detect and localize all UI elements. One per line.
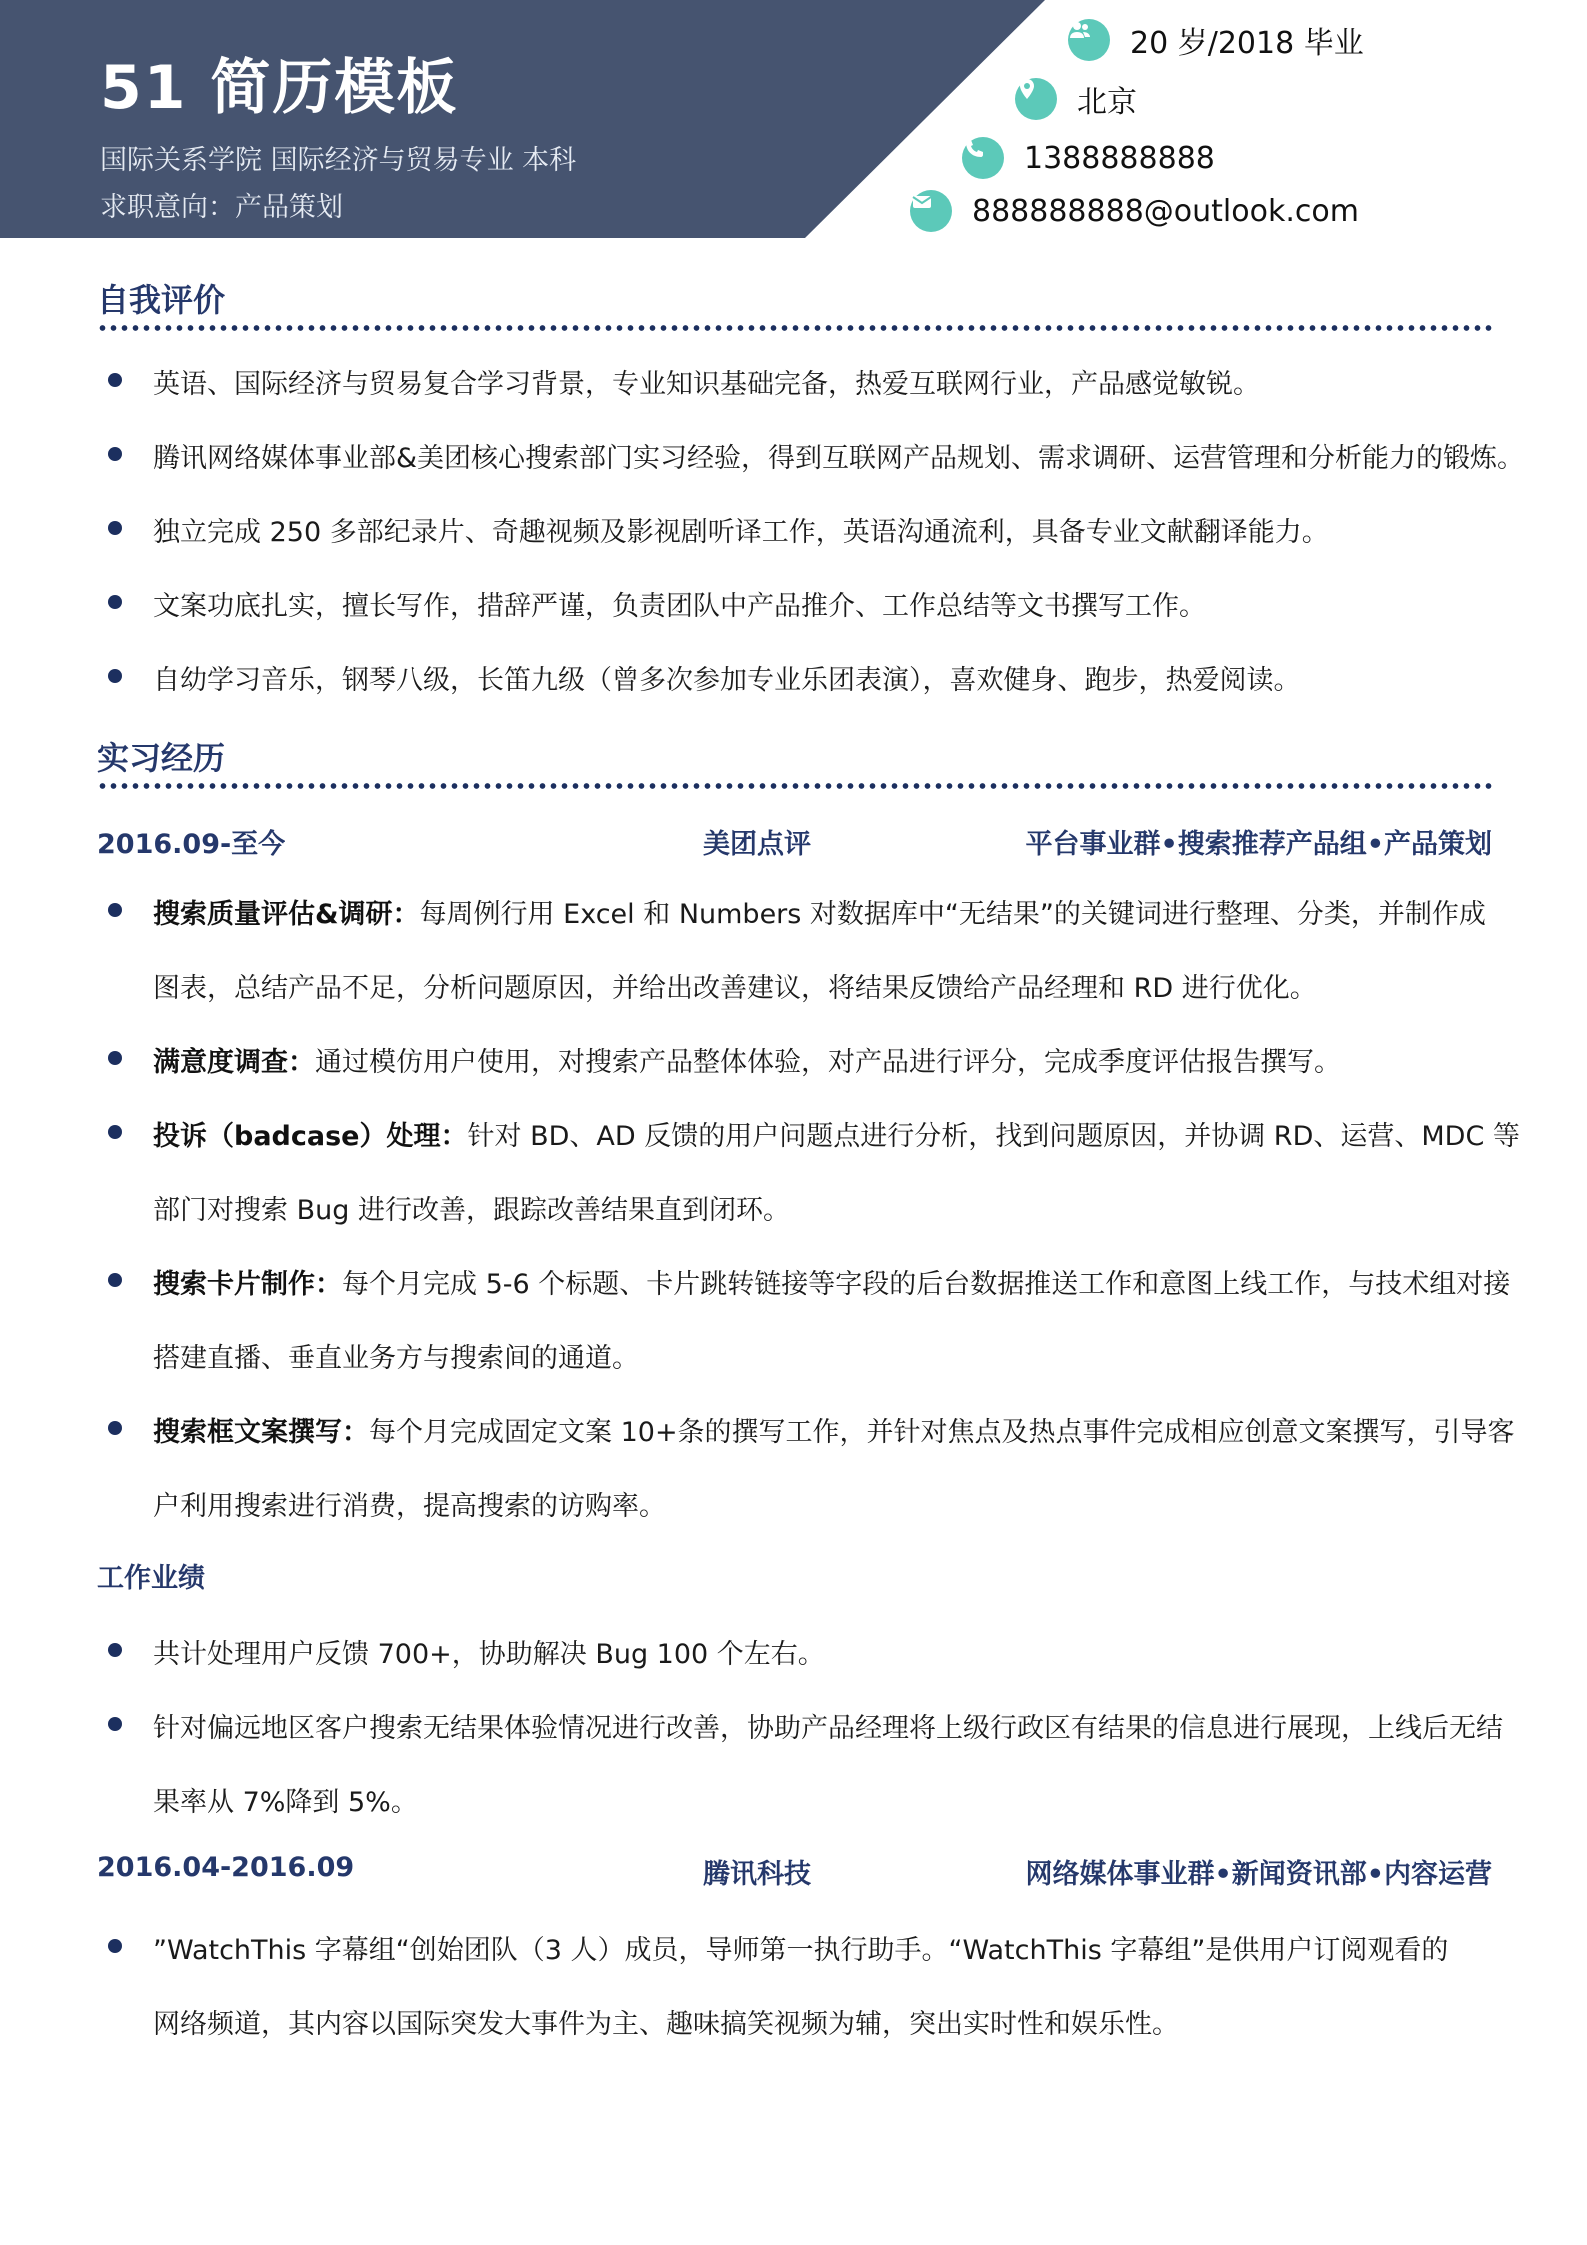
bullet-dot — [108, 373, 122, 387]
contact-age — [1068, 18, 1364, 62]
bullet-dot — [108, 595, 122, 609]
self-eval-item: 英语、国际经济与贸易复合学习背景，专业知识基础完备，热爱互联网行业，产品感觉敏锐。 — [153, 369, 1260, 400]
bullet-dot — [108, 1125, 122, 1139]
bullet-dot — [108, 1273, 122, 1287]
self-eval-item: 自幼学习音乐，钢琴八级，长笛九级（曾多次参加专业乐团表演），喜欢健身、跑步，热爱阅读。 — [153, 665, 1301, 696]
duty-label: 投诉（badcase）处理： — [153, 1121, 468, 1152]
location-pin-icon — [1015, 78, 1057, 120]
duty-text: 每个月完成固定文案 10+条的撰写工作，并针对焦点及热点事件完成相应创意文案撰写，引导客 — [369, 1417, 1515, 1448]
bullet-dot — [108, 1939, 122, 1953]
duty-text: 每个月完成 5-6 个标题、卡片跳转链接等字段的后台数据推送工作和意图上线工作，与技术组对接 — [342, 1269, 1511, 1300]
duty-text: 网络频道，其内容以国际突发大事件为主、趣味搞笑视频为辅，突出实时性和娱乐性。 — [153, 2009, 1179, 2040]
section-divider — [97, 325, 1492, 331]
job-role: 平台事业群•搜索推荐产品组•产品策划 — [1025, 829, 1492, 860]
bullet-dot — [108, 1643, 122, 1657]
bullet-dot — [108, 1717, 122, 1731]
duty-label: 搜索质量评估&调研： — [153, 899, 420, 930]
contact-location — [1015, 77, 1137, 121]
contact-age-text: 20 岁/2018 毕业 — [1130, 26, 1364, 61]
self-eval-item: 腾讯网络媒体事业部&美团核心搜索部门实习经验，得到互联网产品规划、需求调研、运营管理和分析能力的锻炼。 — [153, 443, 1525, 474]
duty-text: 户利用搜索进行消费，提高搜索的访购率。 — [153, 1491, 666, 1522]
duty-item — [153, 892, 1486, 931]
achievements-title: 工作业绩 — [97, 1563, 205, 1594]
bullet-dot — [108, 521, 122, 535]
bullet-dot — [108, 669, 122, 683]
job-date: 2016.09-至今 — [97, 829, 286, 860]
duty-text: 针对 BD、AD 反馈的用户问题点进行分析，找到问题原因，并协调 RD、运营、MDC 等 — [467, 1121, 1520, 1152]
achievement-item: 共计处理用户反馈 700+，协助解决 Bug 100 个左右。 — [153, 1639, 825, 1670]
duty-text: 通过模仿用户使用，对搜索产品整体体验，对产品进行评分，完成季度评估报告撰写。 — [315, 1047, 1341, 1078]
contact-email — [910, 190, 1359, 232]
job-company: 美团点评 — [703, 829, 811, 860]
contact-location-text: 北京 — [1077, 85, 1137, 120]
duty-label: 搜索卡片制作： — [153, 1269, 342, 1300]
education-line: 国际关系学院 国际经济与贸易专业 本科 — [100, 145, 577, 176]
bullet-dot — [108, 1421, 122, 1435]
duty-label: 搜索框文案撰写： — [153, 1417, 369, 1448]
job-role: 网络媒体事业群•新闻资讯部•内容运营 — [1025, 1859, 1492, 1890]
section-title-internship: 实习经历 — [97, 739, 226, 777]
section-title-self-eval: 自我评价 — [97, 281, 226, 319]
duty-item — [153, 1410, 1515, 1449]
self-eval-item: 文案功底扎实，擅长写作，措辞严谨，负责团队中产品推介、工作总结等文书撰写工作。 — [153, 591, 1206, 622]
duty-item — [153, 1114, 1520, 1153]
bullet-dot — [108, 903, 122, 917]
duty-text: 图表，总结产品不足，分析问题原因，并给出改善建议，将结果反馈给产品经理和 RD 进行优化。 — [153, 973, 1317, 1004]
candidate-name: 51 简历模板 — [100, 53, 459, 123]
contact-phone-text: 1388888888 — [1024, 140, 1215, 176]
duty-item — [153, 1262, 1510, 1301]
duty-label: 满意度调查： — [153, 1047, 315, 1078]
achievement-item-continued: 果率从 7%降到 5%。 — [153, 1787, 418, 1818]
user-icon — [1068, 19, 1110, 61]
bullet-dot — [108, 1051, 122, 1065]
section-divider — [97, 783, 1492, 789]
job-header-tencent — [97, 1852, 1492, 1892]
job-company: 腾讯科技 — [703, 1859, 811, 1890]
job-header-meituan — [97, 822, 1492, 862]
contact-phone — [962, 137, 1215, 179]
job-date: 2016.04-2016.09 — [97, 1852, 355, 1883]
job-intent-line: 求职意向：产品策划 — [100, 192, 343, 223]
duty-text: 部门对搜索 Bug 进行改善，跟踪改善结果直到闭环。 — [153, 1195, 790, 1226]
mail-icon — [910, 190, 952, 232]
self-eval-item: 独立完成 250 多部纪录片、奇趣视频及影视剧听译工作，英语沟通流利，具备专业文献翻译能力。 — [153, 517, 1329, 548]
achievement-item: 针对偏远地区客户搜索无结果体验情况进行改善，协助产品经理将上级行政区有结果的信息进行展现，上线后无结 — [153, 1713, 1503, 1744]
duty-item: ”WatchThis 字幕组“创始团队（3 人）成员，导师第一执行助手。“WatchThis 字幕组”是供用户订阅观看的 — [153, 1935, 1449, 1966]
bullet-dot — [108, 447, 122, 461]
duty-text: 搭建直播、垂直业务方与搜索间的通道。 — [153, 1343, 639, 1374]
phone-icon — [962, 137, 1004, 179]
contact-email-text: 888888888@outlook.com — [972, 193, 1359, 229]
duty-text: 每周例行用 Excel 和 Numbers 对数据库中“无结果”的关键词进行整理、分类，并制作成 — [419, 899, 1486, 930]
duty-item — [153, 1040, 1341, 1079]
header-band — [0, 0, 1587, 238]
